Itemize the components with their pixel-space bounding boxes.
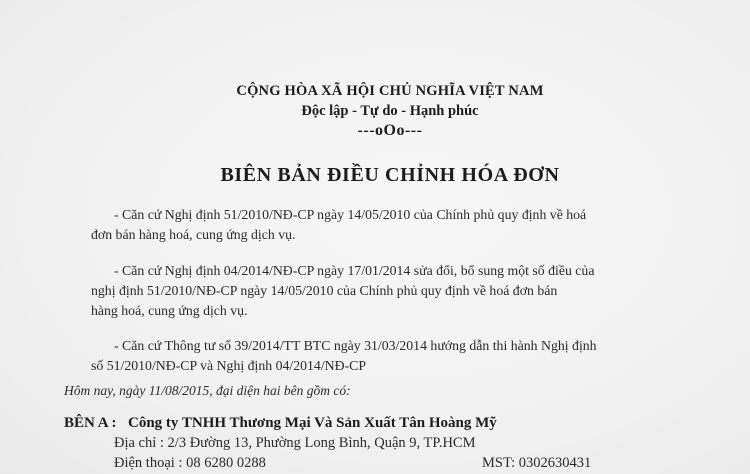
party-a-address: Địa chỉ : 2/3 Đường 13, Phường Long Bình, Quận 9, TP.HCM bbox=[114, 435, 476, 451]
party-a-tax-code: MST: 0302630431 bbox=[482, 455, 592, 471]
intro-text: Hôm nay, ngày 11/08/2015, đại diện hai bên gồm có: bbox=[64, 383, 351, 398]
legal-basis-2-line-1: - Căn cứ Nghị định 04/2014/NĐ-CP ngày 17/01/2014 sửa đổi, bổ sung một số điều của bbox=[114, 263, 595, 278]
nation-heading: CỘNG HÒA XÃ HỘI CHỦ NGHĨA VIỆT NAM bbox=[236, 83, 544, 99]
legal-basis-3 bbox=[91, 336, 597, 376]
party-a-label: BÊN A : bbox=[64, 415, 117, 431]
legal-basis-2-line-3: hàng hoá, cung ứng dịch vụ. bbox=[91, 303, 248, 318]
legal-basis-2 bbox=[91, 261, 595, 321]
party-a-company: Công ty TNHH Thương Mại Và Sản Xuất Tân Hoàng Mỹ bbox=[128, 415, 497, 431]
legal-basis-1-line-2: đơn bán hàng hoá, cung ứng dịch vụ. bbox=[91, 227, 296, 242]
party-a-phone: Điện thoại : 08 6280 0288 bbox=[114, 455, 266, 471]
legal-basis-3-line-2: số 51/2010/NĐ-CP và Nghị định 04/2014/NĐ-CP bbox=[91, 358, 367, 373]
legal-basis-3-line-1: - Căn cứ Thông tư số 39/2014/TT BTC ngày 31/03/2014 hướng dẫn thi hành Nghị định bbox=[114, 338, 597, 353]
legal-basis-1-line-1: - Căn cứ Nghị định 51/2010/NĐ-CP ngày 14/05/2010 của Chính phủ quy định về hoá bbox=[114, 207, 587, 222]
document-title: BIÊN BẢN ĐIỀU CHỈNH HÓA ĐƠN bbox=[220, 164, 560, 186]
motto: Độc lập - Tự do - Hạnh phúc bbox=[301, 103, 479, 119]
separator: ---oOo--- bbox=[357, 122, 423, 139]
legal-basis-2-line-2: nghị định 51/2010/NĐ-CP ngày 14/05/2010 của Chính phủ quy định về hoá đơn bán bbox=[91, 283, 558, 298]
legal-basis-1 bbox=[91, 205, 587, 245]
